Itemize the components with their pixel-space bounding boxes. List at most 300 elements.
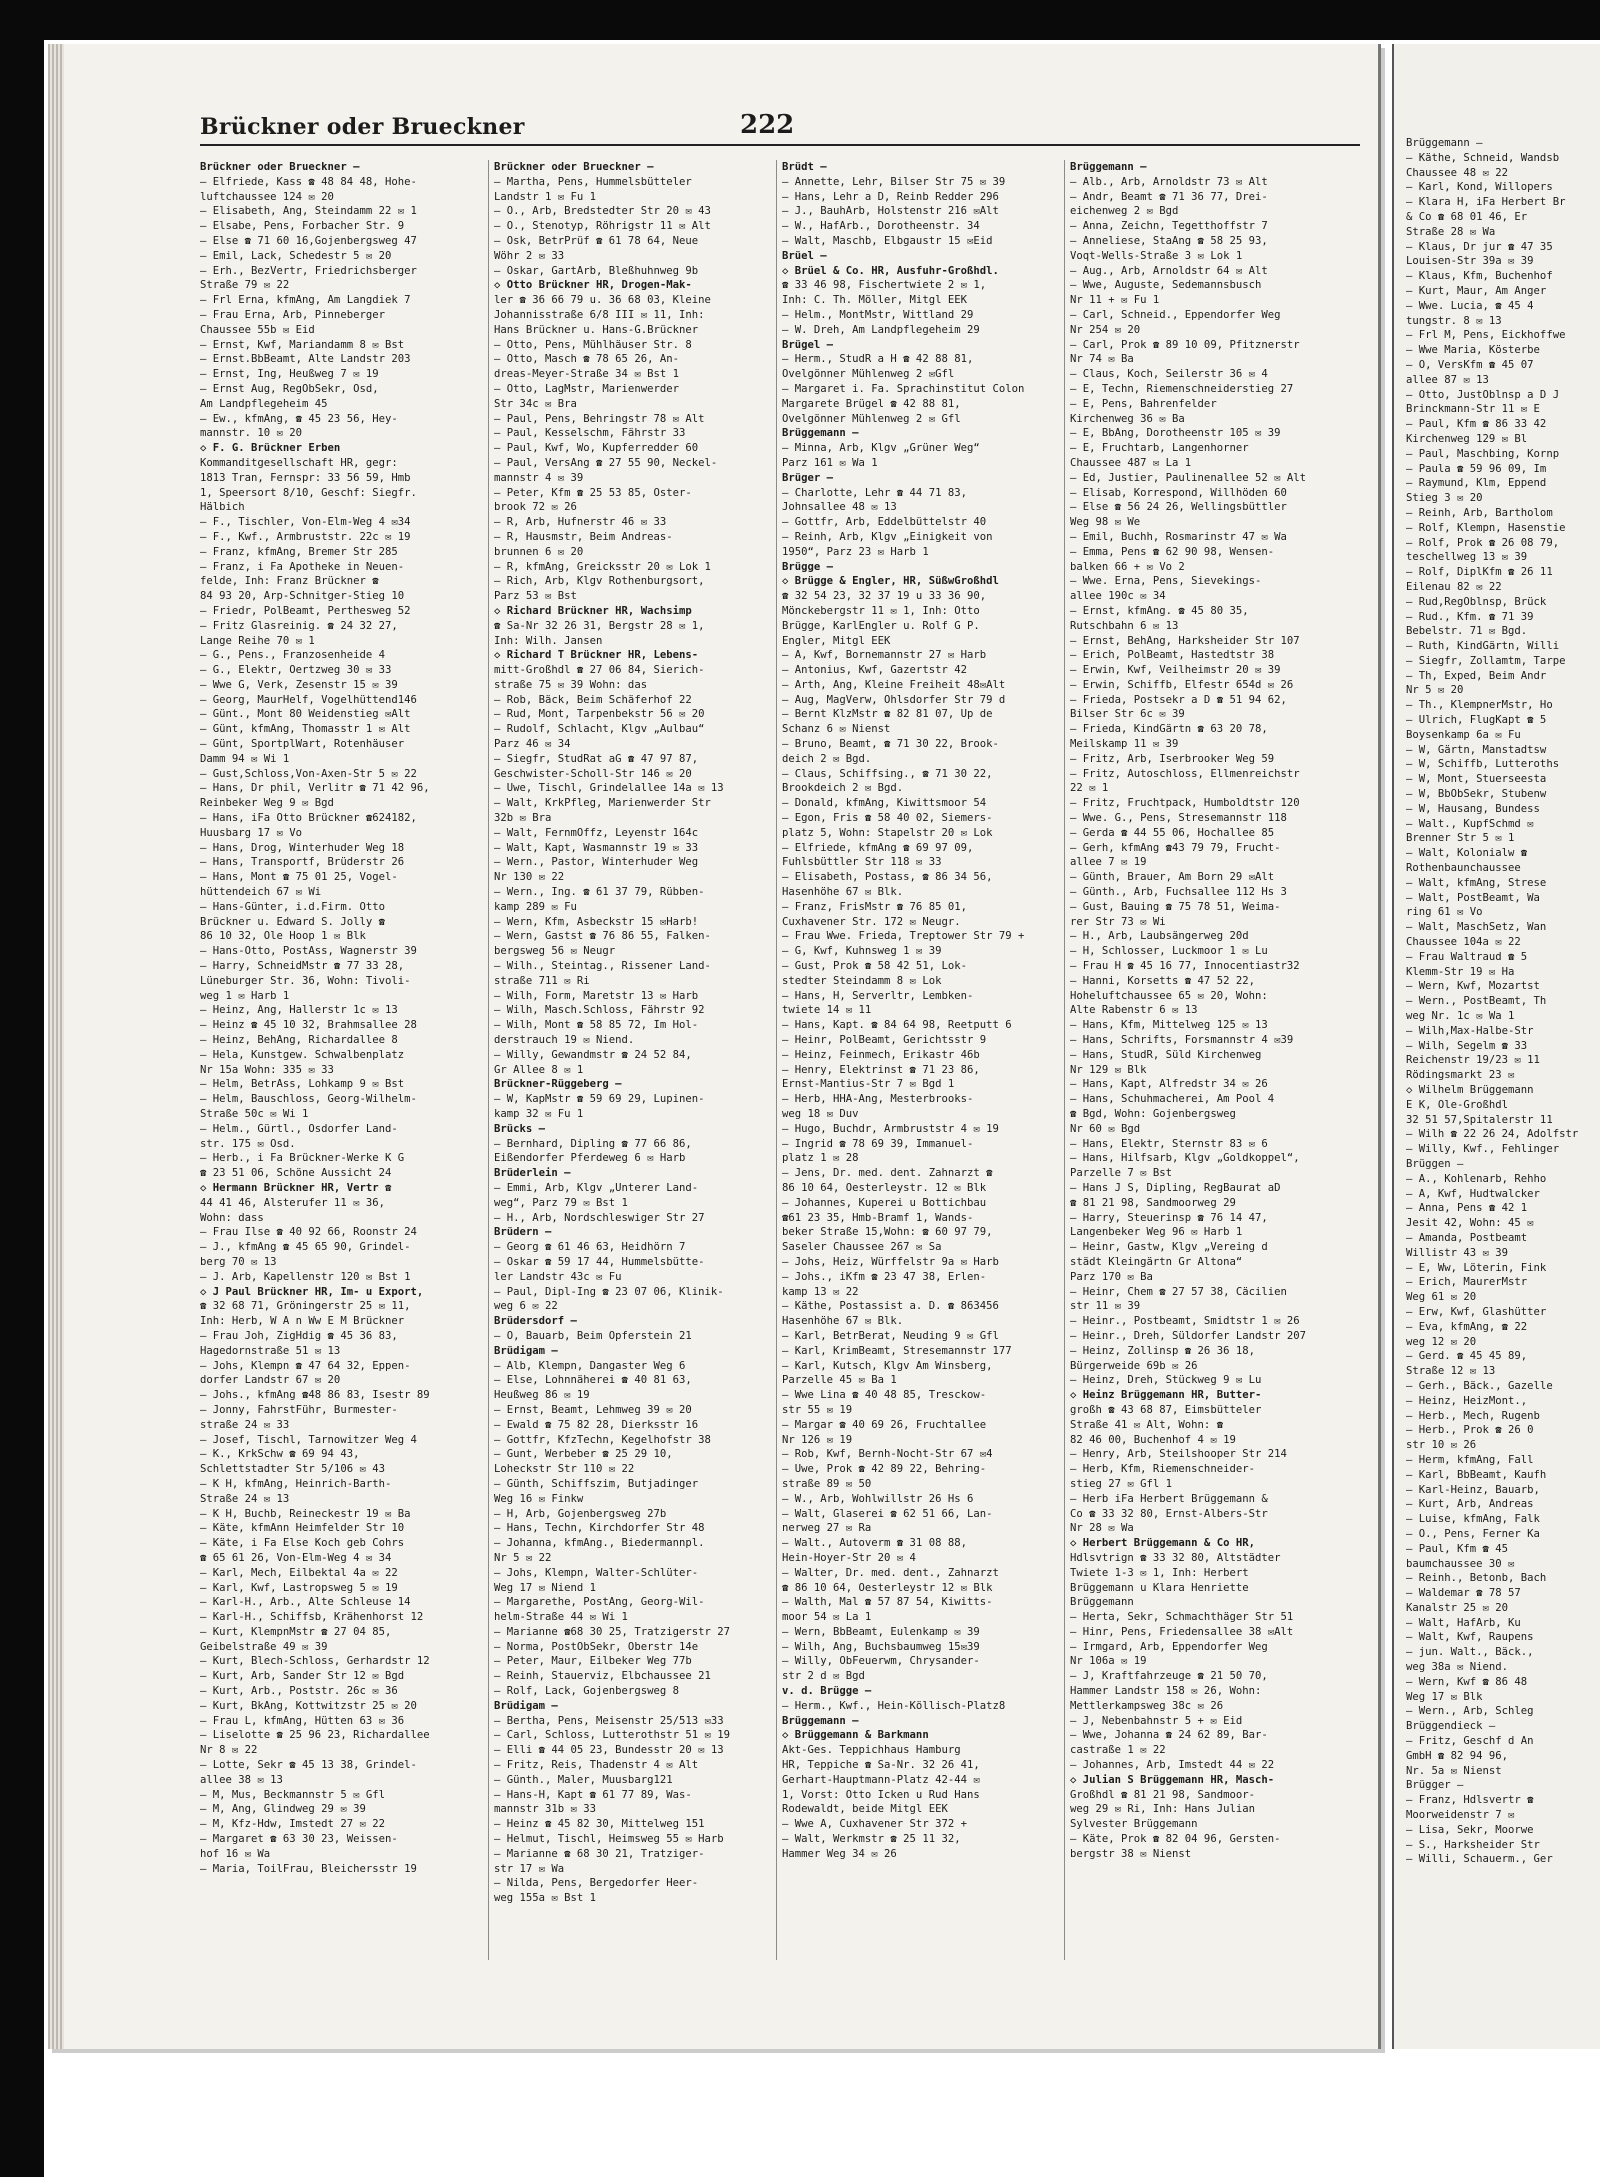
directory-entry-line: Kirchenweg 36 ✉ Ba (1070, 412, 1185, 425)
directory-entry-line: — Jonny, FahrstFühr, Burmester- (200, 1403, 398, 1416)
directory-entry-line: — Donald, kfmAng, Kiwittsmoor 54 (782, 797, 987, 810)
directory-entry-line: — Osk, BetrPrüf ☎ 61 78 64, Neue (494, 234, 699, 247)
adjacent-entry-line: — Karl, BbBeamt, Kaufh (1406, 1468, 1547, 1481)
directory-entry-line: Inh: Wilh. Jansen (494, 634, 603, 647)
directory-entry-line: weg 1 ✉ Harb 1 (200, 989, 290, 1002)
directory-entry-line: — J. Arb, Kapellenstr 120 ✉ Bst 1 (200, 1270, 411, 1283)
directory-entry-line: allee 190c ✉ 34 (1070, 590, 1166, 603)
directory-entry-line: — Erwin, Kwf, Veilheimstr 20 ✉ 39 (1070, 664, 1281, 677)
directory-entry-line: Hasenhöhe 67 ✉ Blk. (782, 886, 904, 899)
directory-entry-line: — J., BauhArb, Holstenstr 216 ✉Alt (782, 205, 999, 218)
directory-entry-line: hof 16 ✉ Wa (200, 1847, 271, 1860)
directory-entry-line: — Paul, Kwf, Wo, Kupferredder 60 (494, 442, 699, 455)
directory-entry-line: — Helm, Bauschloss, Georg-Wilhelm- (200, 1093, 417, 1106)
directory-entry-line: — Otto, LagMstr, Marienwerder (494, 382, 679, 395)
directory-entry-line: str 17 ✉ Wa (494, 1862, 565, 1875)
directory-entry-line: — Margarethe, PostAng, Georg-Wil- (494, 1596, 705, 1609)
adjacent-entry-line: — Gerh., Bäck., Gazelle (1406, 1379, 1553, 1392)
directory-entry-line: — Karl, BetrBerat, Neuding 9 ✉ Gfl (782, 1329, 999, 1342)
directory-entry-line: Brüderlein — (494, 1167, 571, 1180)
directory-entry-line: — Egon, Fris ☎ 58 40 02, Siemers- (782, 812, 993, 825)
directory-entry-line: — Kurt, Arb, Sander Str 12 ✉ Bgd (200, 1670, 405, 1683)
adjacent-entry-line: — Anna, Pens ☎ 42 1 (1406, 1202, 1528, 1215)
directory-entry-line: beker Straße 15,Wohn: ☎ 60 97 79, (782, 1226, 993, 1239)
directory-entry-line: — H., Arb, Nordschleswiger Str 27 (494, 1211, 705, 1224)
directory-entry-line: Straße 79 ✉ 22 (200, 279, 290, 292)
directory-entry-line: Hälbich (200, 501, 245, 514)
directory-entry-line: Parz 170 ✉ Ba (1070, 1270, 1153, 1283)
adjacent-entry-line: — Herb., Prok ☎ 26 0 (1406, 1424, 1534, 1437)
directory-entry-line: Hans Brückner u. Hans-G.Brückner (494, 323, 699, 336)
adjacent-entry-line: — Rud., Kfm. ☎ 71 39 (1406, 610, 1534, 623)
directory-entry-line: — Herb., i Fa Brückner-Werke K G (200, 1152, 405, 1165)
adjacent-entry-line: — Paul, Kfm ☎ 86 33 42 (1406, 418, 1547, 431)
directory-entry-line: — Willy, Gewandmstr ☎ 24 52 84, (494, 1048, 692, 1061)
directory-entry-line: Parz 53 ✉ Bst (494, 590, 577, 603)
directory-entry-line: — Hans, iFa Otto Brückner ☎624182, (200, 812, 417, 825)
adjacent-entry-line: allee 87 ✉ 13 (1406, 373, 1489, 386)
directory-entry-line: Eißendorfer Pferdeweg 6 ✉ Harb (494, 1152, 686, 1165)
directory-entry-line: — Frau L, kfmAng, Hütten 63 ✉ 36 (200, 1714, 405, 1727)
directory-entry-line: Brüggemann u Klara Henriette (1070, 1581, 1249, 1594)
directory-entry-line: — Elfriede, kfmAng ☎ 69 97 09, (782, 841, 974, 854)
directory-entry-line: — Elisabeth, Postass, ☎ 86 34 56, (782, 871, 993, 884)
adjacent-entry-line: — Rolf, DiplKfm ☎ 26 11 (1406, 566, 1553, 579)
directory-entry-line: — Herta, Sekr, Schmachthäger Str 51 (1070, 1611, 1294, 1624)
directory-entry-line: — Wilh., Steintag., Rissener Land- (494, 960, 711, 973)
directory-entry-line: Brüdigam — (494, 1699, 558, 1712)
directory-entry-line: — Else ☎ 56 24 26, Wellingsbüttler (1070, 501, 1287, 514)
directory-entry-line: — Irmgard, Arb, Eppendorfer Weg (1070, 1640, 1268, 1653)
directory-entry-line: — Hans, Kfm, Mittelweg 125 ✉ 13 (1070, 1019, 1268, 1032)
directory-entry-line: nerweg 27 ✉ Ra (782, 1522, 872, 1535)
directory-entry-line: luftchaussee 124 ✉ 20 (200, 190, 334, 203)
directory-entry-line: — Wern, Gastst ☎ 76 86 55, Falken- (494, 930, 711, 943)
directory-entry-line: — Hans, Hilfsarb, Klgv „Goldkoppel“, (1070, 1152, 1300, 1165)
directory-entry-line: — Karl-H., Arb., Alte Schleuse 14 (200, 1596, 411, 1609)
directory-entry-line: Brückner-Rüggeberg — (494, 1078, 622, 1091)
directory-entry-line: — Bruno, Beamt, ☎ 71 30 22, Brook- (782, 738, 999, 751)
directory-entry-line: v. d. Brügge — (782, 1685, 872, 1698)
directory-entry-line: — Willy, ObFeuerwm, Chrysander- (782, 1655, 980, 1668)
directory-entry-line: Hammer Weg 34 ✉ 26 (782, 1847, 897, 1860)
directory-entry-line: straße 711 ✉ Ri (494, 974, 590, 987)
directory-entry-line: allee 38 ✉ 13 (200, 1773, 283, 1786)
directory-entry-line: — Heinr., Postbeamt, Smidtstr 1 ✉ 26 (1070, 1315, 1300, 1328)
directory-entry-line: — Heinz, Dreh, Stückweg 9 ✉ Lu (1070, 1374, 1262, 1387)
directory-entry-line: Hein-Hoyer-Str 20 ✉ 4 (782, 1551, 916, 1564)
directory-entry-line: — Margaret ☎ 63 30 23, Weissen- (200, 1833, 398, 1846)
directory-entry-line: — Franz, kfmAng, Bremer Str 285 (200, 545, 398, 558)
directory-entry-line: Weg 17 ✉ Niend 1 (494, 1581, 597, 1594)
directory-entry-line: weg 18 ✉ Duv (782, 1108, 859, 1120)
directory-entry-line: — W, KapMstr ☎ 59 69 29, Lupinen- (494, 1093, 705, 1106)
directory-entry-line: — Johanna, kfmAng., Biedermannpl. (494, 1537, 705, 1550)
directory-entry-line: — Arth, Ang, Kleine Freiheit 48✉Alt (782, 678, 1006, 691)
directory-entry-line: — Johs, Klempn ☎ 47 64 32, Eppen- (200, 1359, 411, 1372)
adjacent-entry-line: — Klaus, Kfm, Buchenhof (1406, 270, 1553, 283)
directory-entry-line: platz 1 ✉ 28 (782, 1152, 859, 1165)
directory-entry-line: — Herm., StudR a H ☎ 42 88 81, (782, 353, 974, 366)
directory-entry-line: — Alb, Klempn, Dangaster Weg 6 (494, 1359, 686, 1372)
directory-entry-line: — Nilda, Pens, Bergedorfer Heer- (494, 1877, 699, 1890)
directory-entry-line: mannstr 4 ✉ 39 (494, 471, 584, 484)
directory-entry-line: Weg 16 ✉ Finkw (494, 1492, 584, 1505)
directory-entry-line: — Ernst, kfmAng. ☎ 45 80 35, (1070, 604, 1249, 617)
directory-entry-line: 1, Vorst: Otto Icken u Rud Hans (782, 1788, 980, 1801)
directory-entry-line: weg 29 ✉ Ri, Inh: Hans Julian (1070, 1803, 1255, 1816)
directory-entry-line: — E, Fruchtarb, Langenhorner (1070, 442, 1249, 455)
directory-entry-line: — Maria, ToilFrau, Bleichersstr 19 (200, 1862, 417, 1875)
directory-entry-line: Nr 15a Wohn: 335 ✉ 33 (200, 1063, 334, 1076)
directory-entry-line: Wöhr 2 ✉ 33 (494, 249, 565, 262)
directory-entry-line: — Wilh, Masch.Schloss, Fährstr 92 (494, 1004, 705, 1017)
directory-entry-line: — Fritz, Arb, Iserbrooker Weg 59 (1070, 752, 1275, 765)
directory-entry-line: — J., kfmAng ☎ 45 65 90, Grindel- (200, 1241, 411, 1254)
directory-entry-line: — Siegfr, StudRat aG ☎ 47 97 87, (494, 752, 699, 765)
directory-entry-line: — Hans, H, Serverltr, Lembken- (782, 989, 974, 1002)
directory-entry-line: — Herm., Kwf., Hein-Köllisch-Platz8 (782, 1699, 1006, 1712)
directory-entry-line: Nr 5 ✉ 22 (494, 1551, 552, 1564)
directory-entry-line: — H, Arb, Gojenbergsweg 27b (494, 1507, 667, 1520)
adjacent-entry-line: Brüggemann — (1406, 137, 1483, 149)
adjacent-entry-line: — W, Hausang, Bundess (1406, 802, 1540, 815)
directory-entry-line: Nr 60 ✉ Bgd (1070, 1122, 1141, 1135)
directory-entry-line: — Gunt, Werbeber ☎ 25 29 10, (494, 1448, 673, 1461)
adjacent-entry-line: — Eva, kfmAng, ☎ 22 (1406, 1320, 1528, 1333)
adjacent-entry-line: — Otto, JustOblnsp a D J (1406, 388, 1560, 401)
directory-entry-line: Ovelgönner Mühlenweg 2 ✉ Gfl (782, 412, 961, 425)
directory-entry-line: mannstr. 10 ✉ 20 (200, 427, 303, 440)
directory-entry-line: — Karl, KrimBeamt, Stresemannstr 177 (782, 1344, 1012, 1357)
directory-entry-line: — Ernst, BehAng, Harksheider Str 107 (1070, 634, 1300, 647)
directory-entry-line: weg 6 ✉ 22 (494, 1300, 558, 1313)
directory-entry-line: — Wwe. Erna, Pens, Sievekings- (1070, 575, 1262, 588)
directory-entry-line: Twiete 1-3 ✉ 1, Inh: Herbert (1070, 1566, 1249, 1579)
adjacent-entry-line: tungstr. 8 ✉ 13 (1406, 314, 1502, 327)
directory-entry-line: Geschwister-Scholl-Str 146 ✉ 20 (494, 767, 692, 780)
directory-entry-line: — Frau H ☎ 45 16 77, Innocentiastr32 (1070, 960, 1300, 973)
scan-background-top (0, 0, 1600, 40)
directory-entry-line: Brügge, KarlEngler u. Rolf G P. (782, 619, 980, 632)
directory-entry-line: mannstr 31b ✉ 33 (494, 1803, 597, 1816)
directory-entry-line: ☎ 86 10 64, Oesterleystr 12 ✉ Blk (782, 1581, 993, 1594)
directory-entry-line: Nr 11 + ✉ Fu 1 (1070, 294, 1160, 307)
directory-entry-line: Landstr 1 ✉ Fu 1 (494, 190, 597, 203)
directory-entry-line: Schanz 6 ✉ Nienst (782, 723, 891, 736)
directory-entry-line: Hoheluftchaussee 65 ✉ 20, Wohn: (1070, 989, 1268, 1002)
directory-entry-line: — M, Ang, Glindweg 29 ✉ 39 (200, 1803, 366, 1816)
directory-entry-line: dreas-Meyer-Straße 34 ✉ Bst 1 (494, 368, 679, 381)
directory-entry-line: — Rudolf, Schlacht, Klgv „Aulbau“ (494, 723, 705, 736)
directory-entry-line: — Andr, Beamt ☎ 71 36 77, Drei- (1070, 190, 1268, 203)
directory-entry-line: — Karl, Kutsch, Klgv Am Winsberg, (782, 1359, 993, 1372)
directory-entry-line: — Gerh, kfmAng ☎43 79 79, Frucht- (1070, 841, 1281, 854)
directory-entry-line: str 2 d ✉ Bgd (782, 1670, 865, 1683)
directory-column-1 (200, 160, 478, 1960)
directory-entry-line: — Günt., Mont 80 Weidenstieg ✉Alt (200, 708, 411, 721)
directory-entry-line: platz 5, Wohn: Stapelstr 20 ✉ Lok (782, 826, 993, 839)
directory-entry-line: — O, Bauarb, Beim Opferstein 21 (494, 1329, 692, 1342)
directory-entry-line: Brüdersdorf — (494, 1315, 577, 1328)
directory-entry-line: — Helm., MontMstr, Wittland 29 (782, 308, 974, 321)
directory-entry-line: Bilser Str 6c ✉ 39 (1070, 708, 1185, 721)
directory-entry-line: Langenbeker Weg 96 ✉ Harb 1 (1070, 1226, 1243, 1239)
directory-entry-line: — Marianne ☎ 68 30 21, Tratziger- (494, 1847, 705, 1860)
adjacent-entry-line: — Raymund, Klm, Eppend (1406, 477, 1547, 490)
directory-entry-line: Voqt-Wells-Straße 3 ✉ Lok 1 (1070, 249, 1243, 262)
directory-entry-line: — Carl, Schneid., Eppendorfer Weg (1070, 308, 1281, 321)
directory-entry-line: ☎ 32 54 23, 32 37 19 u 33 36 90, (782, 590, 987, 603)
directory-entry-line: 1813 Tran, Fernspr: 33 56 59, Hmb (200, 471, 411, 484)
adjacent-entry-line: — Reinh., Betonb, Bach (1406, 1572, 1547, 1585)
adjacent-entry-line: — Walt, HafArb, Ku (1406, 1616, 1521, 1629)
directory-entry-line: — Franz, i Fa Apotheke in Neuen- (200, 560, 405, 573)
directory-entry-line: ◇ Heinz Brüggemann HR, Butter- (1070, 1389, 1262, 1402)
directory-entry-line: — Wern, BbBeamt, Eulenkamp ✉ 39 (782, 1625, 980, 1638)
directory-entry-line: — Hans-Otto, PostAss, Wagnerstr 39 (200, 945, 417, 958)
directory-entry-line: berg 70 ✉ 13 (200, 1255, 277, 1268)
adjacent-entry-line: — Rolf, Prok ☎ 26 08 79, (1406, 536, 1560, 549)
directory-entry-line: — Herb, HHA-Ang, Mesterbrooks- (782, 1093, 974, 1106)
adjacent-entry-line: — Walt, PostBeamt, Wa (1406, 891, 1540, 904)
directory-entry-line: Nr 106a ✉ 19 (1070, 1655, 1147, 1668)
directory-entry-line: — Bernt KlzMstr ☎ 82 81 07, Up de (782, 708, 993, 721)
directory-entry-line: — Johs, Klempn, Walter-Schlüter- (494, 1566, 699, 1579)
directory-entry-line: Nr 74 ✉ Ba (1070, 353, 1134, 366)
directory-entry-line: — J, Nebenbahnstr 5 + ✉ Eid (1070, 1714, 1243, 1727)
adjacent-entry-line: str 10 ✉ 26 (1406, 1439, 1477, 1452)
directory-entry-line: — Wwe A, Cuxhavener Str 372 + (782, 1818, 967, 1831)
directory-entry-line: — Heinz, BehAng, Richardallee 8 (200, 1034, 398, 1047)
directory-entry-line: — Heinz ☎ 45 82 30, Mittelweg 151 (494, 1818, 705, 1831)
adjacent-entry-line: — Amanda, Postbeamt (1406, 1231, 1528, 1244)
directory-entry-line: Margarete Brügel ☎ 42 88 81, (782, 397, 961, 410)
directory-entry-line: — Hanni, Korsetts ☎ 47 52 22, (1070, 974, 1255, 987)
directory-entry-line: — Walter, Dr. med. dent., Zahnarzt (782, 1566, 999, 1579)
directory-entry-line: — Käthe, Postassist a. D. ☎ 863456 (782, 1300, 999, 1313)
directory-entry-line: ler ☎ 36 66 79 u. 36 68 03, Kleine (494, 294, 711, 307)
adjacent-entry-line: — Frau Waltraud ☎ 5 (1406, 950, 1528, 963)
directory-entry-line: ◇ Brügge & Engler, HR, SüßwGroßhdl (782, 575, 999, 588)
directory-entry-line: — Otto, Masch ☎ 78 65 26, An- (494, 353, 679, 366)
directory-entry-line: Straße 24 ✉ 13 (200, 1492, 290, 1505)
directory-entry-line: — Gottfr, Arb, Eddelbüttelstr 40 (782, 516, 987, 529)
adjacent-entry-line: — Wilh, Segelm ☎ 33 (1406, 1039, 1528, 1052)
directory-entry-line: — Fritz, Fruchtpack, Humboldtstr 120 (1070, 797, 1300, 810)
adjacent-entry-line: — Willy, Kwf., Fehlinger (1406, 1143, 1560, 1156)
directory-entry-line: Straße 41 ✉ Alt, Wohn: ☎ (1070, 1418, 1224, 1431)
directory-entry-line: weg 155a ✉ Bst 1 (494, 1892, 597, 1905)
directory-entry-line: — Walt, FernmOffz, Leyenstr 164c (494, 826, 699, 839)
adjacent-entry-line: & Co ☎ 68 01 46, Er (1406, 210, 1528, 223)
directory-entry-line: — Rud, Mont, Tarpenbekstr 56 ✉ 20 (494, 708, 705, 721)
directory-entry-line: — Margar ☎ 40 69 26, Fruchtallee (782, 1418, 987, 1431)
adjacent-entry-line: Rödingsmarkt 23 ✉ (1406, 1069, 1515, 1082)
directory-entry-line: — Rob, Bäck, Beim Schäferhof 22 (494, 693, 692, 706)
directory-entry-line: — Wern., Ing. ☎ 61 37 79, Rübben- (494, 886, 705, 899)
directory-entry-line: — Harry, SchneidMstr ☎ 77 33 28, (200, 960, 405, 973)
adjacent-entry-line: — Reinh, Arb, Bartholom (1406, 506, 1553, 519)
directory-entry-line: Großhdl ☎ 81 21 98, Sandmoor- (1070, 1788, 1255, 1801)
adjacent-entry-line: Rothenbaunchaussee (1406, 862, 1521, 875)
directory-entry-line: bergsweg 56 ✉ Neugr (494, 945, 616, 958)
directory-entry-line: — F., Kwf., Armbruststr. 22c ✉ 19 (200, 530, 411, 543)
directory-entry-line: — Claus, Schiffsing., ☎ 71 30 22, (782, 767, 993, 780)
directory-entry-line: — Anneliese, StaAng ☎ 58 25 93, (1070, 234, 1268, 247)
directory-entry-line: — Jens, Dr. med. dent. Zahnarzt ☎ (782, 1167, 993, 1180)
adjacent-entry-line: — A., Kohlenarb, Rehho (1406, 1172, 1547, 1185)
directory-entry-line: 32b ✉ Bra (494, 812, 552, 825)
directory-entry-line: — R, Arb, Hufnerstr 46 ✉ 33 (494, 516, 667, 529)
directory-entry-line: — Helm, BetrAss, Lohkamp 9 ✉ Bst (200, 1078, 405, 1091)
directory-entry-line: — Hans, Schuhmacherei, Am Pool 4 (1070, 1093, 1275, 1106)
directory-entry-line: Johannisstraße 6/8 III ✉ 11, Inh: (494, 308, 705, 321)
adjacent-entry-line: — Herm, kfmAng, Fall (1406, 1453, 1534, 1466)
directory-entry-line: — Walt, Werkmstr ☎ 25 11 32, (782, 1833, 961, 1846)
directory-entry-line: twiete 14 ✉ 11 (782, 1004, 872, 1017)
directory-entry-line: Loheckstr Str 110 ✉ 22 (494, 1463, 635, 1476)
directory-entry-line: — Emmi, Arb, Klgv „Unterer Land- (494, 1181, 699, 1194)
directory-entry-line: balken 66 + ✉ Vo 2 (1070, 560, 1185, 573)
directory-entry-line: — Helm., Gürtl., Osdorfer Land- (200, 1122, 398, 1135)
directory-entry-line: Brüggemann — (782, 1714, 859, 1727)
directory-entry-line: Nr 28 ✉ Wa (1070, 1522, 1134, 1535)
adjacent-entry-line: Boysenkamp 6a ✉ Fu (1406, 728, 1521, 741)
directory-entry-line: Kommanditgesellschaft HR, gegr: (200, 456, 398, 469)
adjacent-entry-line: — Rud,RegOblnsp, Brück (1406, 595, 1547, 608)
directory-entry-line: — E, BbAng, Dorotheenstr 105 ✉ 39 (1070, 427, 1281, 440)
directory-entry-line: ler Landstr 43c ✉ Fu (494, 1270, 622, 1283)
adjacent-entry-line: — A, Kwf, Hudtwalcker (1406, 1187, 1540, 1200)
directory-entry-line: — Oskar, GartArb, Bleßhuhnweg 9b (494, 264, 699, 277)
directory-entry-line: — Rolf, Lack, Gojenbergsweg 8 (494, 1685, 679, 1698)
directory-entry-line: — Uwe, Prok ☎ 42 89 22, Behring- (782, 1463, 987, 1476)
directory-entry-line: ◇ J Paul Brückner HR, Im- u Export, (200, 1285, 424, 1298)
directory-entry-line: — Ernst, Kwf, Mariandamm 8 ✉ Bst (200, 338, 405, 351)
directory-entry-line: Johnsallee 48 ✉ 13 (782, 501, 897, 514)
directory-entry-line: — Johannes, Kuperei u Bottichbau (782, 1196, 987, 1209)
directory-entry-line: Damm 94 ✉ Wi 1 (200, 752, 290, 765)
adjacent-page-fragment (1392, 44, 1600, 2049)
adjacent-entry-line: Klemm-Str 19 ✉ Ha (1406, 965, 1515, 978)
directory-entry-line: — Herb, Kfm, Riemenschneider- (1070, 1463, 1255, 1476)
directory-entry-line: — Frau Erna, Arb, Pinneberger (200, 308, 385, 321)
directory-entry-line: Nr 129 ✉ Blk (1070, 1063, 1147, 1076)
adjacent-entry-line: — O, VersKfm ☎ 45 07 (1406, 358, 1534, 371)
directory-entry-line: Mettlerkampsweg 38c ✉ 26 (1070, 1699, 1224, 1712)
adjacent-entry-line: Brüggen — (1406, 1157, 1464, 1170)
directory-entry-line: — Johs., iKfm ☎ 23 47 38, Erlen- (782, 1270, 987, 1283)
directory-entry-line: ☎ 81 21 98, Sandmoorweg 29 (1070, 1196, 1236, 1209)
directory-entry-line: Hammer Landstr 158 ✉ 26, Wohn: (1070, 1685, 1262, 1698)
directory-entry-line: Brüger — (782, 471, 834, 484)
directory-entry-line: — Erwin, Schiffb, Elfestr 654d ✉ 26 (1070, 678, 1294, 691)
directory-entry-line: — Wern., Pastor, Winterhuder Weg (494, 856, 699, 869)
directory-entry-line: Brücks — (494, 1122, 546, 1135)
directory-entry-line: ☎61 23 35, Hmb-Bramf 1, Wands- (782, 1211, 974, 1224)
adjacent-entry-line: — jun. Walt., Bäck., (1406, 1646, 1534, 1659)
directory-entry-line: — Frau Ilse ☎ 40 92 66, Roonstr 24 (200, 1226, 417, 1239)
scan-background-left (0, 0, 44, 2177)
adjacent-entry-line: — Gerd. ☎ 45 45 89, (1406, 1350, 1528, 1363)
adjacent-entry-line: — Erw, Kwf, Glashütter (1406, 1305, 1547, 1318)
directory-entry-line: ☎ 65 61 26, Von-Elm-Weg 4 ✉ 34 (200, 1551, 392, 1564)
adjacent-entry-line: — Walt, Kolonialw ☎ (1406, 847, 1528, 860)
directory-entry-line: deich 2 ✉ Bgd. (782, 752, 872, 765)
directory-entry-line: — Carl, Schloss, Lutterothstr 51 ✉ 19 (494, 1729, 730, 1742)
directory-entry-line: ◇ Julian S Brüggemann HR, Masch- (1070, 1773, 1275, 1786)
directory-entry-line: — Georg ☎ 61 46 63, Heidhörn 7 (494, 1241, 686, 1254)
directory-entry-line: — E, Techn, Riemenschneiderstieg 27 (1070, 382, 1294, 395)
directory-entry-line: Parzelle 45 ✉ Ba 1 (782, 1374, 897, 1387)
directory-entry-line: ◇ Hermann Brückner HR, Vertr ☎ (200, 1181, 392, 1194)
directory-entry-line: — Norma, PostObSekr, Oberstr 14e (494, 1640, 699, 1653)
directory-entry-line: Hagedornstraße 51 ✉ 13 (200, 1344, 341, 1357)
directory-entry-line: — Fritz, Reis, Thadenstr 4 ✉ Alt (494, 1759, 699, 1772)
directory-entry-line: — Martha, Pens, Hummelsbütteler (494, 175, 692, 188)
directory-entry-line: — Walt., Autoverm ☎ 31 08 88, (782, 1537, 967, 1550)
directory-entry-line: ◇ Herbert Brüggemann & Co HR, (1070, 1537, 1255, 1550)
adjacent-entry-line: — Käthe, Schneid, Wandsb (1406, 151, 1560, 164)
directory-entry-line: str. 175 ✉ Osd. (200, 1137, 296, 1150)
directory-entry-line: — Hans J S, Dipling, RegBaurat aD (1070, 1181, 1281, 1194)
directory-entry-line: — Josef, Tischl, Tarnowitzer Weg 4 (200, 1433, 417, 1446)
directory-entry-line: Str 34c ✉ Bra (494, 397, 577, 410)
directory-entry-line: Brookdeich 2 ✉ Bgd. (782, 782, 904, 795)
adjacent-entry-line: — Erich, MaurerMstr (1406, 1276, 1528, 1289)
directory-entry-line: — Karl, Mech, Eilbektal 4a ✉ 22 (200, 1566, 398, 1579)
adjacent-entry-line: Stieg 3 ✉ 20 (1406, 492, 1483, 505)
directory-entry-line: Nr 130 ✉ 22 (494, 871, 565, 884)
directory-entry-line: str 11 ✉ 39 (1070, 1300, 1141, 1313)
adjacent-entry-line: GmbH ☎ 82 94 96, (1406, 1749, 1509, 1762)
directory-entry-line: — W., HafArb., Dorotheenstr. 34 (782, 220, 980, 233)
directory-entry-line: — Reinh, Stauerviz, Elbchaussee 21 (494, 1670, 711, 1683)
directory-entry-line: Brügel — (782, 338, 834, 351)
directory-entry-line: — W. Dreh, Am Landpflegeheim 29 (782, 323, 980, 336)
directory-entry-line: Ovelgönner Mühlenweg 2 ✉Gfl (782, 368, 955, 381)
adjacent-entry-line: — Paul, Kfm ☎ 45 (1406, 1542, 1509, 1555)
directory-entry-line: — Fritz, Autoschloss, Ellmenreichstr (1070, 767, 1300, 780)
directory-entry-line: rer Str 73 ✉ Wi (1070, 915, 1166, 928)
directory-entry-line: — Gust, Prok ☎ 58 42 51, Lok- (782, 960, 967, 973)
directory-entry-line: Heußweg 86 ✉ 19 (494, 1389, 590, 1402)
directory-entry-line: — Aug., Arb, Arnoldstr 64 ✉ Alt (1070, 264, 1268, 277)
directory-entry-line: Fuhlsbüttler Str 118 ✉ 33 (782, 856, 942, 869)
directory-entry-line: — Minna, Arb, Klgv „Grüner Weg“ (782, 442, 980, 455)
directory-entry-line: 22 ✉ 1 (1070, 782, 1109, 795)
directory-entry-line: — G., Pens., Franzosenheide 4 (200, 649, 385, 662)
adjacent-entry-line: — Wern., Arb, Schleg (1406, 1705, 1534, 1718)
adjacent-entry-line: Chaussee 48 ✉ 22 (1406, 166, 1509, 179)
adjacent-entry-line: — Wilh ☎ 22 26 24, Adolfstr (1406, 1128, 1579, 1141)
directory-entry-line: — Kurt, KlempnMstr ☎ 27 04 85, (200, 1625, 392, 1638)
directory-entry-line: Chaussee 55b ✉ Eid (200, 323, 315, 336)
directory-entry-line: — Hans-H, Kapt ☎ 61 77 89, Was- (494, 1788, 692, 1801)
directory-entry-line: — Günth., Maler, Muusbarg121 (494, 1773, 673, 1786)
directory-entry-line: — Hans, Mont ☎ 75 01 25, Vogel- (200, 871, 398, 884)
adjacent-entry-line: — E, Ww, Löterin, Fink (1406, 1261, 1547, 1274)
directory-entry-line: — Claus, Koch, Seilerstr 36 ✉ 4 (1070, 368, 1268, 381)
directory-entry-line: — Ernst.BbBeamt, Alte Landstr 203 (200, 353, 411, 366)
page-edge (48, 44, 64, 2049)
adjacent-entry-line: Reichenstr 19/23 ✉ 11 (1406, 1054, 1540, 1067)
directory-entry-line: — Heinz, Ang, Hallerstr 1c ✉ 13 (200, 1004, 398, 1017)
directory-entry-line: Engler, Mitgl EEK (782, 634, 891, 647)
adjacent-entry-line: — Frl M, Pens, Eickhoffwe (1406, 329, 1566, 342)
directory-entry-line: — Günt, SportplWart, Rotenhäuser (200, 738, 405, 751)
